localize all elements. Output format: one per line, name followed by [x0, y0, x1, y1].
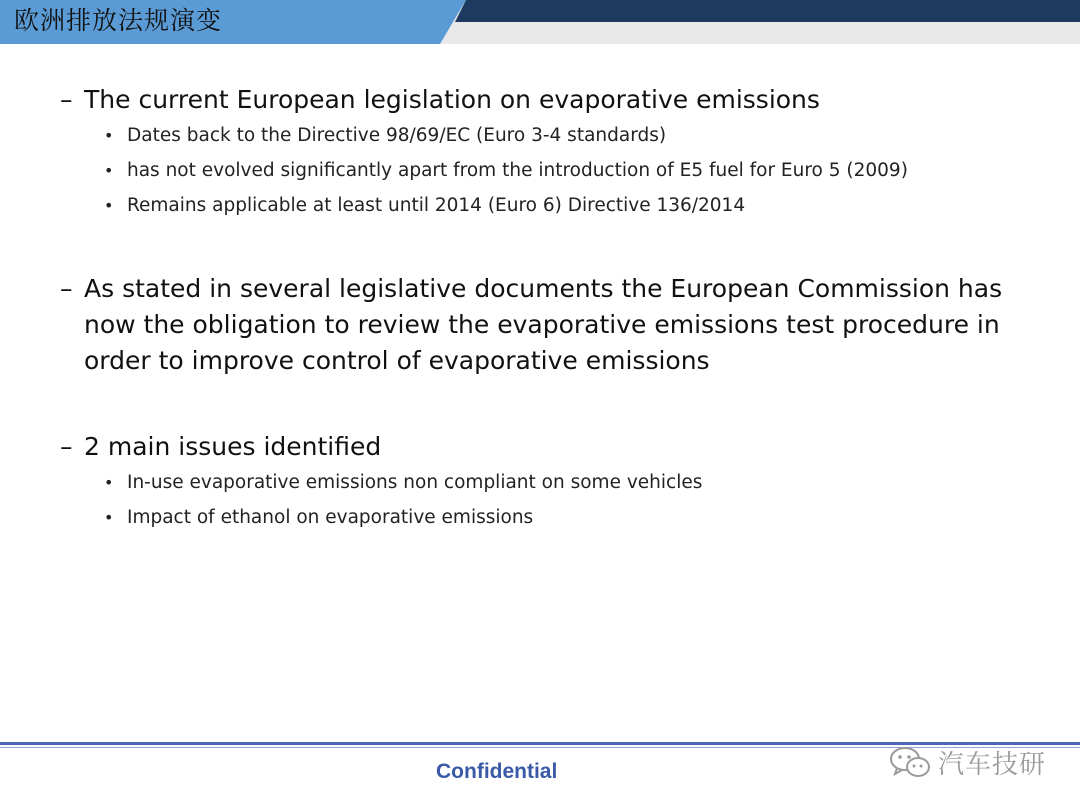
sub-list-item — [104, 465, 1050, 500]
item-text: 2 main issues identified — [84, 432, 382, 461]
sub-item-text: has not evolved significantly apart from the introduction of E5 fuel for Euro 5 (2009) — [127, 160, 908, 181]
bullet-icon: • — [104, 473, 114, 492]
watermark — [888, 740, 1046, 784]
header-bar — [0, 0, 1080, 44]
sub-list-item — [104, 500, 1050, 535]
sub-list — [60, 465, 1050, 535]
dash-marker: – — [60, 85, 73, 114]
sub-list-item — [104, 188, 1050, 223]
bullet-icon: • — [104, 126, 114, 145]
slide-content — [60, 82, 1050, 535]
item-text: The current European legislation on evaporative emissions — [84, 85, 820, 114]
sub-item-text: Impact of ethanol on evaporative emissions — [127, 507, 534, 528]
sub-item-text: In-use evaporative emissions non compliant on some vehicles — [127, 472, 703, 493]
sub-list-item — [104, 153, 1050, 188]
sub-item-text: Remains applicable at least until 2014 (Euro 6) Directive 136/2014 — [127, 195, 746, 216]
bullet-icon: • — [104, 196, 114, 215]
sub-list-item — [104, 118, 1050, 153]
page-title: 欧洲排放法规演变 — [14, 6, 223, 35]
sub-item-text: Dates back to the Directive 98/69/EC (Euro 3-4 standards) — [127, 125, 667, 146]
dash-marker: – — [60, 432, 73, 461]
list-item — [60, 82, 1050, 223]
sub-list — [60, 118, 1050, 223]
wechat-icon — [888, 744, 932, 780]
bullet-icon: • — [104, 161, 114, 180]
watermark-text: 汽车技研 — [938, 749, 1047, 780]
confidential-label: Confidential — [436, 760, 558, 783]
list-item — [60, 271, 1050, 379]
item-text: As stated in several legislative documents the European Commission has now the obligation to review the evaporative emissions test procedure in order to improve control of evaporative emissions — [84, 274, 1003, 375]
bullet-icon: • — [104, 508, 114, 527]
list-item — [60, 429, 1050, 535]
dash-marker: – — [60, 274, 73, 303]
